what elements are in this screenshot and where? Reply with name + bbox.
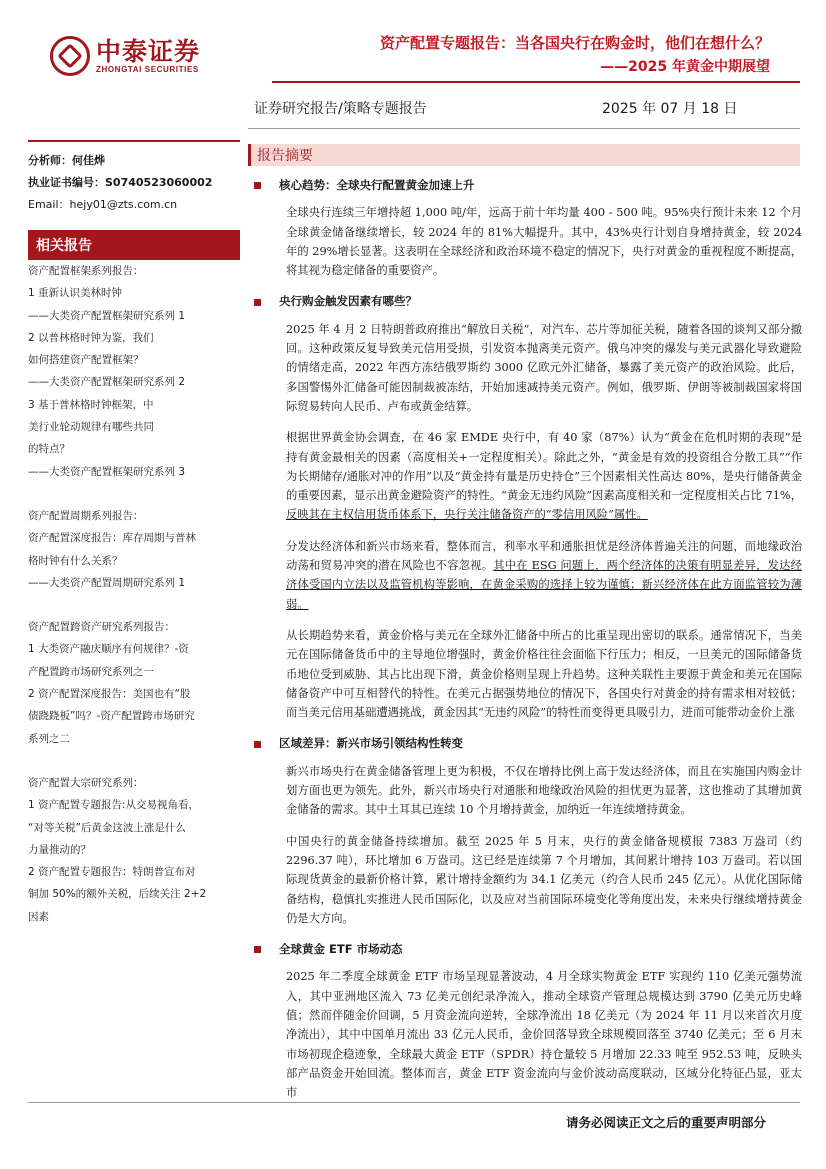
related-reports-list xyxy=(28,260,240,928)
abstract-header: 报告摘要 xyxy=(248,144,800,166)
related-report-line[interactable]: 债跷跷板”吗？-资产配置跨市场研究 xyxy=(28,710,195,723)
related-report-line[interactable]: 资产配置大宗研究系列： xyxy=(28,776,144,789)
paragraph: 分发达经济体和新兴市场来看，整体而言，利率水平和通胀担忧是经济体普遍关注的问题，而地缘政治动荡和贸易冲突的潜在风险也不容忽视。其中在 ESG 问题上，两个经济体的决策有明显差异，发达经济体受国内立法以及监管机构等影响，在黄金采购的选择上较为谨慎；新兴经济体在此方面监管较为薄弱。 xyxy=(286,539,802,611)
paragraph: 新兴市场央行在黄金储备管理上更为积极，不仅在增持比例上高于发达经济体，而且在实施国内购金计划方面也更为领先。此外，新兴市场央行对通胀和地缘政治风险的担忧更为显著，这也推动了其增加黄金储备的需求。其中土耳其已连续 10 个月增持黄金，加纳近一年连续增持黄金。 xyxy=(286,764,802,817)
related-report-line[interactable]: 格时钟有什么关系？ xyxy=(28,554,123,567)
section-heading: 全球黄金 ETF 市场动态 xyxy=(254,940,802,959)
bullet-square-icon xyxy=(254,299,261,306)
related-report-line[interactable]: 2 以普林格时钟为鉴，我们 xyxy=(28,331,154,344)
header-divider xyxy=(272,81,800,83)
related-report-line xyxy=(28,594,240,616)
paragraph: 全球央行连续三年增持超 1,000 吨/年，远高于前十年均量 400 - 500 吨。95%央行预计未来 12 个月全球黄金储备继续增长，较 2024 年的 81%大幅提升。其中，43%央行计划自身增持黄金，较 2024 年的 29%增长显著。这表明在全球经济和政治环境不稳定的情况下，央行对黄金的重视程度不断提高，将其视为稳定储备的重要资产。 xyxy=(286,206,802,278)
bullet-square-icon xyxy=(254,182,261,189)
section-heading: 区域差异：新兴市场引领结构性转变 xyxy=(254,734,802,753)
paragraph: 2025 年二季度全球黄金 ETF 市场呈现显著波动，4 月全球实物黄金 ETF 实现约 110 亿美元强势流入，其中亚洲地区流入 73 亿美元创纪录净流入，推动全球资产管理总规模达到 3790 亿美元历史峰值；然而伴随金价回调，5 月资金流向逆转，全球净流出 18 亿美元（为 2024 年 11 月以来首次月度净流出），其中中国单月流出 33 亿元人民币，金价回落导致全球规模回落至 3740 亿美元；至 6 月末市场初现企稳迹象，全球最大黄金 ETF（SPDR）持仓量较 5 月增加 22.33 吨至 952.53 吨，反映头部产品资金开始回流。整体而言，黄金 ETF 资金流向与金价波动高度联动，区域分化特征凸显，亚太市 xyxy=(286,970,802,1100)
related-report-line[interactable]: 资产配置跨资产研究系列报告： xyxy=(28,621,175,634)
related-report-line[interactable]: 力量推动的？ xyxy=(28,843,91,856)
paragraph: 中国央行的黄金储备持续增加。截至 2025 年 5 月末，央行的黄金储备规模报 7383 万盎司（约 2296.37 吨），环比增加 6 万盎司。这已经是连续第 7 个月增加，其间累计增持 103 万盎司。若以国际现货黄金的最新价格计算，累计增持金额约为 34.1 亿美元（约合人民币 245 亿元）。从优化国际储备结构，稳慎扎实推进人民币国际化，以及应对当前国际环境变化等角度出发，未来央行继续增持黄金仍是大方向。 xyxy=(286,834,802,925)
related-report-line[interactable]: ——大类资产配置框架研究系列 1 xyxy=(28,309,186,322)
related-report-line[interactable]: 资产配置框架系列报告： xyxy=(28,265,144,277)
related-report-line[interactable]: ——大类资产配置周期研究系列 1 xyxy=(28,576,186,589)
related-report-line[interactable]: 2 资产配置专题报告：特朗普宣布对 xyxy=(28,866,196,879)
subheader-divider xyxy=(248,128,800,129)
related-report-line[interactable]: 如何搭建资产配置框架？ xyxy=(28,354,144,367)
bullet-square-icon xyxy=(254,946,261,953)
related-reports-title: 相关报告 xyxy=(28,230,240,260)
footer-divider xyxy=(28,1102,800,1103)
related-report-line[interactable]: 美行业轮动规律有哪些共同 xyxy=(28,421,154,434)
related-report-line[interactable]: 1 资产配置专题报告:从交易视角看， xyxy=(28,799,200,812)
main-content xyxy=(254,172,802,1114)
bullet-square-icon xyxy=(254,741,261,748)
email-link[interactable]: hejy01@zts.com.cn xyxy=(69,198,178,211)
footer-disclaimer: 请务必阅读正文之后的重要声明部分 xyxy=(565,1115,766,1130)
related-report-line xyxy=(28,750,240,772)
related-report-line[interactable]: “对等关税”后黄金这波上涨是什么 xyxy=(28,821,186,834)
related-report-line[interactable]: 资产配置周期系列报告： xyxy=(28,509,144,522)
related-report-line[interactable]: 1 大类资产融庆顺序有何规律？-资 xyxy=(28,643,189,656)
report-subtitle: ——2025 年黄金中期展望 xyxy=(600,59,770,75)
cert-line: 执业证书编号：S0740523060002 xyxy=(28,176,213,189)
section-heading: 央行购金触发因素有哪些？ xyxy=(254,292,802,311)
related-report-line[interactable]: 3 基于普林格时钟框架，中 xyxy=(28,398,154,411)
sidebar xyxy=(28,150,240,928)
logo-icon xyxy=(50,36,90,76)
paragraph: 2025 年 4 月 2 日特朗普政府推出“解放日关税”，对汽车、芯片等加征关税，随着各国的谈判又部分撤回。这种政策反复导致美元信用受损，引发资本抛离美元资产。俄乌冲突的爆发与美元武器化导致避险的情绪走高，2022 年西方冻结俄罗斯约 3000 亿欧元外汇储备，暴露了美元资产的政治风险。此后，多国警惕外汇储备可能因制裁被冻结，开始加速减持美元资产。例如，俄罗斯、伊朗等被制裁国家将国际贸易转向人民币、卢布或黄金结算。 xyxy=(286,322,802,413)
report-title: 资产配置专题报告：当各国央行在购金时，他们在想什么？ xyxy=(379,34,770,52)
related-report-line[interactable]: 系列之二 xyxy=(28,732,70,745)
section-heading: 核心趋势：全球央行配置黄金加速上升 xyxy=(254,176,802,195)
related-report-line[interactable]: 产配置跨市场研究系列之一 xyxy=(28,665,154,678)
related-report-line[interactable]: ——大类资产配置框架研究系列 2 xyxy=(28,376,186,389)
report-date: 2025 年 07 月 18 日 xyxy=(602,101,738,117)
related-report-line[interactable]: 2 资产配置深度报告：美国也有“股 xyxy=(28,688,191,701)
related-report-line xyxy=(28,483,240,505)
paragraph: 从长期趋势来看，黄金价格与美元在全球外汇储备中所占的比重呈现出密切的联系。通常情况下，当美元在国际储备货币中的主导地位增强时，黄金价格往往会面临下行压力；相反，一旦美元的国际储备货币地位受到威胁、其占比出现下滑，黄金价格则呈现上升趋势。这种关联性主要源于黄金和美元在国际储备资产中可互相替代的特性。在美元占据强势地位的情况下，各国央行对黄金的持有需求相对较低；而当美元信用基础遭遇挑战，黄金因其“无违约风险”的特性而变得更具吸引力，进而可能带动金价上涨 xyxy=(286,628,802,720)
related-report-line[interactable]: ——大类资产配置框架研究系列 3 xyxy=(28,465,186,478)
related-report-line[interactable]: 资产配置深度报告：库存周期与普林 xyxy=(28,532,196,545)
logo-en: ZHONGTAI SECURITIES xyxy=(96,64,199,74)
related-report-line[interactable]: 因素 xyxy=(28,910,49,923)
report-type: 证券研究报告/策略专题报告 xyxy=(254,101,427,117)
analyst-line: 分析师：何佳烨 xyxy=(28,154,105,167)
underlined-text: 其中在 ESG 问题上，两个经济体的决策有明显差异，发达经济体受国内立法以及监管机构等影响，在黄金采购的选择上较为谨慎；新兴经济体在此方面监管较为薄弱。 xyxy=(286,559,802,611)
related-report-line[interactable]: 铜加 50%的额外关税，后续关注 2+2 xyxy=(28,888,207,901)
logo-cn: 中泰证券 xyxy=(96,36,201,66)
related-report-line[interactable]: 1 重新认识美林时钟 xyxy=(28,287,123,300)
underlined-text: 反映其在主权信用货币体系下，央行关注储备资产的“零信用风险”属性。 xyxy=(286,508,648,522)
sidebar-divider xyxy=(28,140,240,142)
related-report-line[interactable]: 的特点？ xyxy=(28,443,70,456)
company-logo xyxy=(50,36,200,76)
email-line: Email：hejy01@zts.com.cn xyxy=(28,198,178,211)
paragraph: 根据世界黄金协会调查，在 46 家 EMDE 央行中，有 40 家（87%）认为“黄金在危机时期的表现”是持有黄金最相关的因素（高度相关+一定程度相关）。除此之外，“黄金是有效的投资组合分散工具”“作为长期储存/通胀对冲的作用”以及“黄金持有量是历史持仓”三个因素相关性高达 80%，是央行储备黄金的重要因素，显示出黄金避险资产的特性。“黄金无违约风险”因素高度相关和一定程度相关占比 71%，反映其在主权信用货币体系下，央行关注储备资产的“零信用风险”属性。 xyxy=(286,431,802,522)
